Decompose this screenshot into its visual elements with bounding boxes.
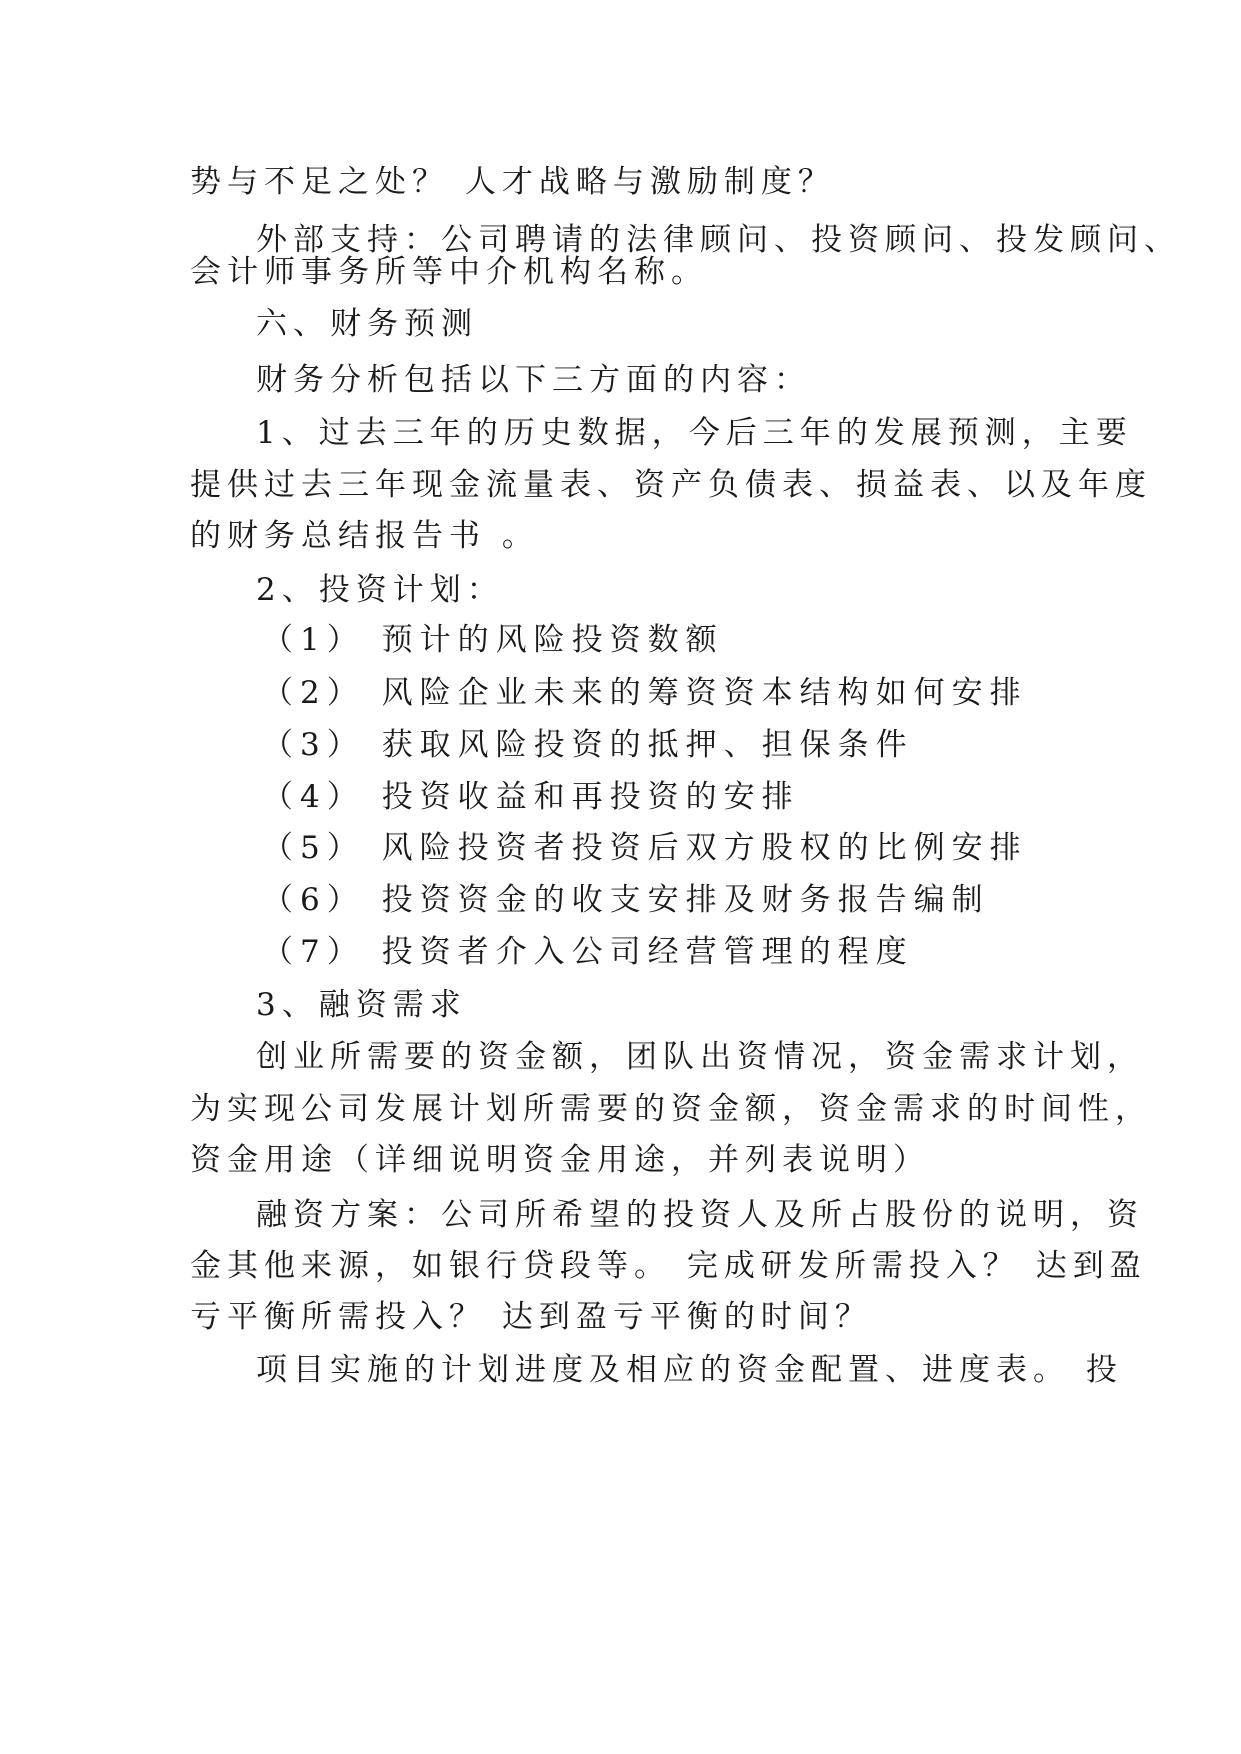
text-line: 财务分析包括以下三方面的内容： (256, 362, 811, 398)
text-line: 会计师事务所等中介机构名称。 (190, 254, 708, 290)
list-item: （4） 投资收益和再投资的安排 (262, 779, 800, 815)
subsection-heading: 3、融资需求 (256, 987, 467, 1023)
text-line: 提供过去三年现金流量表、资产负债表、损益表、以及年度 (190, 467, 1152, 503)
list-item: （2） 风险企业未来的筹资资本结构如何安排 (262, 675, 1028, 711)
list-item: （1） 预计的风险投资数额 (262, 622, 724, 658)
list-item: （6） 投资资金的收支安排及财务报告编制 (262, 882, 990, 918)
text-line: 融资方案：公司所希望的投资人及所占股份的说明，资 (256, 1197, 1144, 1233)
text-line: 项目实施的计划进度及相应的资金配置、进度表。 投 (256, 1352, 1123, 1388)
list-item: （3） 获取风险投资的抵押、担保条件 (262, 727, 914, 763)
text-line: 1、过去三年的历史数据，今后三年的发展预测，主要 (256, 415, 1133, 451)
text-line: 资金用途（详细说明资金用途，并列表说明） (190, 1142, 930, 1178)
text-line: 为实现公司发展计划所需要的资金额，资金需求的时间性， (190, 1091, 1152, 1127)
subsection-heading: 2、投资计划： (256, 572, 504, 608)
section-heading: 六、财务预测 (256, 306, 478, 342)
text-line: 的财务总结报告书 。 (190, 518, 539, 554)
list-item: （5） 风险投资者投资后双方股权的比例安排 (262, 830, 1028, 866)
text-line: 亏平衡所需投入？ 达到盈亏平衡的时间？ (190, 1299, 872, 1335)
text-line: 创业所需要的资金额，团队出资情况，资金需求计划， (256, 1039, 1144, 1075)
text-line: 金其他来源，如银行贷段等。 完成研发所需投入？ 达到盈 (190, 1248, 1147, 1284)
text-line: 势与不足之处？ 人才战略与激励制度？ (190, 164, 835, 200)
list-item: （7） 投资者介入公司经营管理的程度 (262, 934, 914, 970)
text-line: 外部支持：公司聘请的法律顾问、投资顾问、投发顾问、 (256, 222, 1181, 258)
